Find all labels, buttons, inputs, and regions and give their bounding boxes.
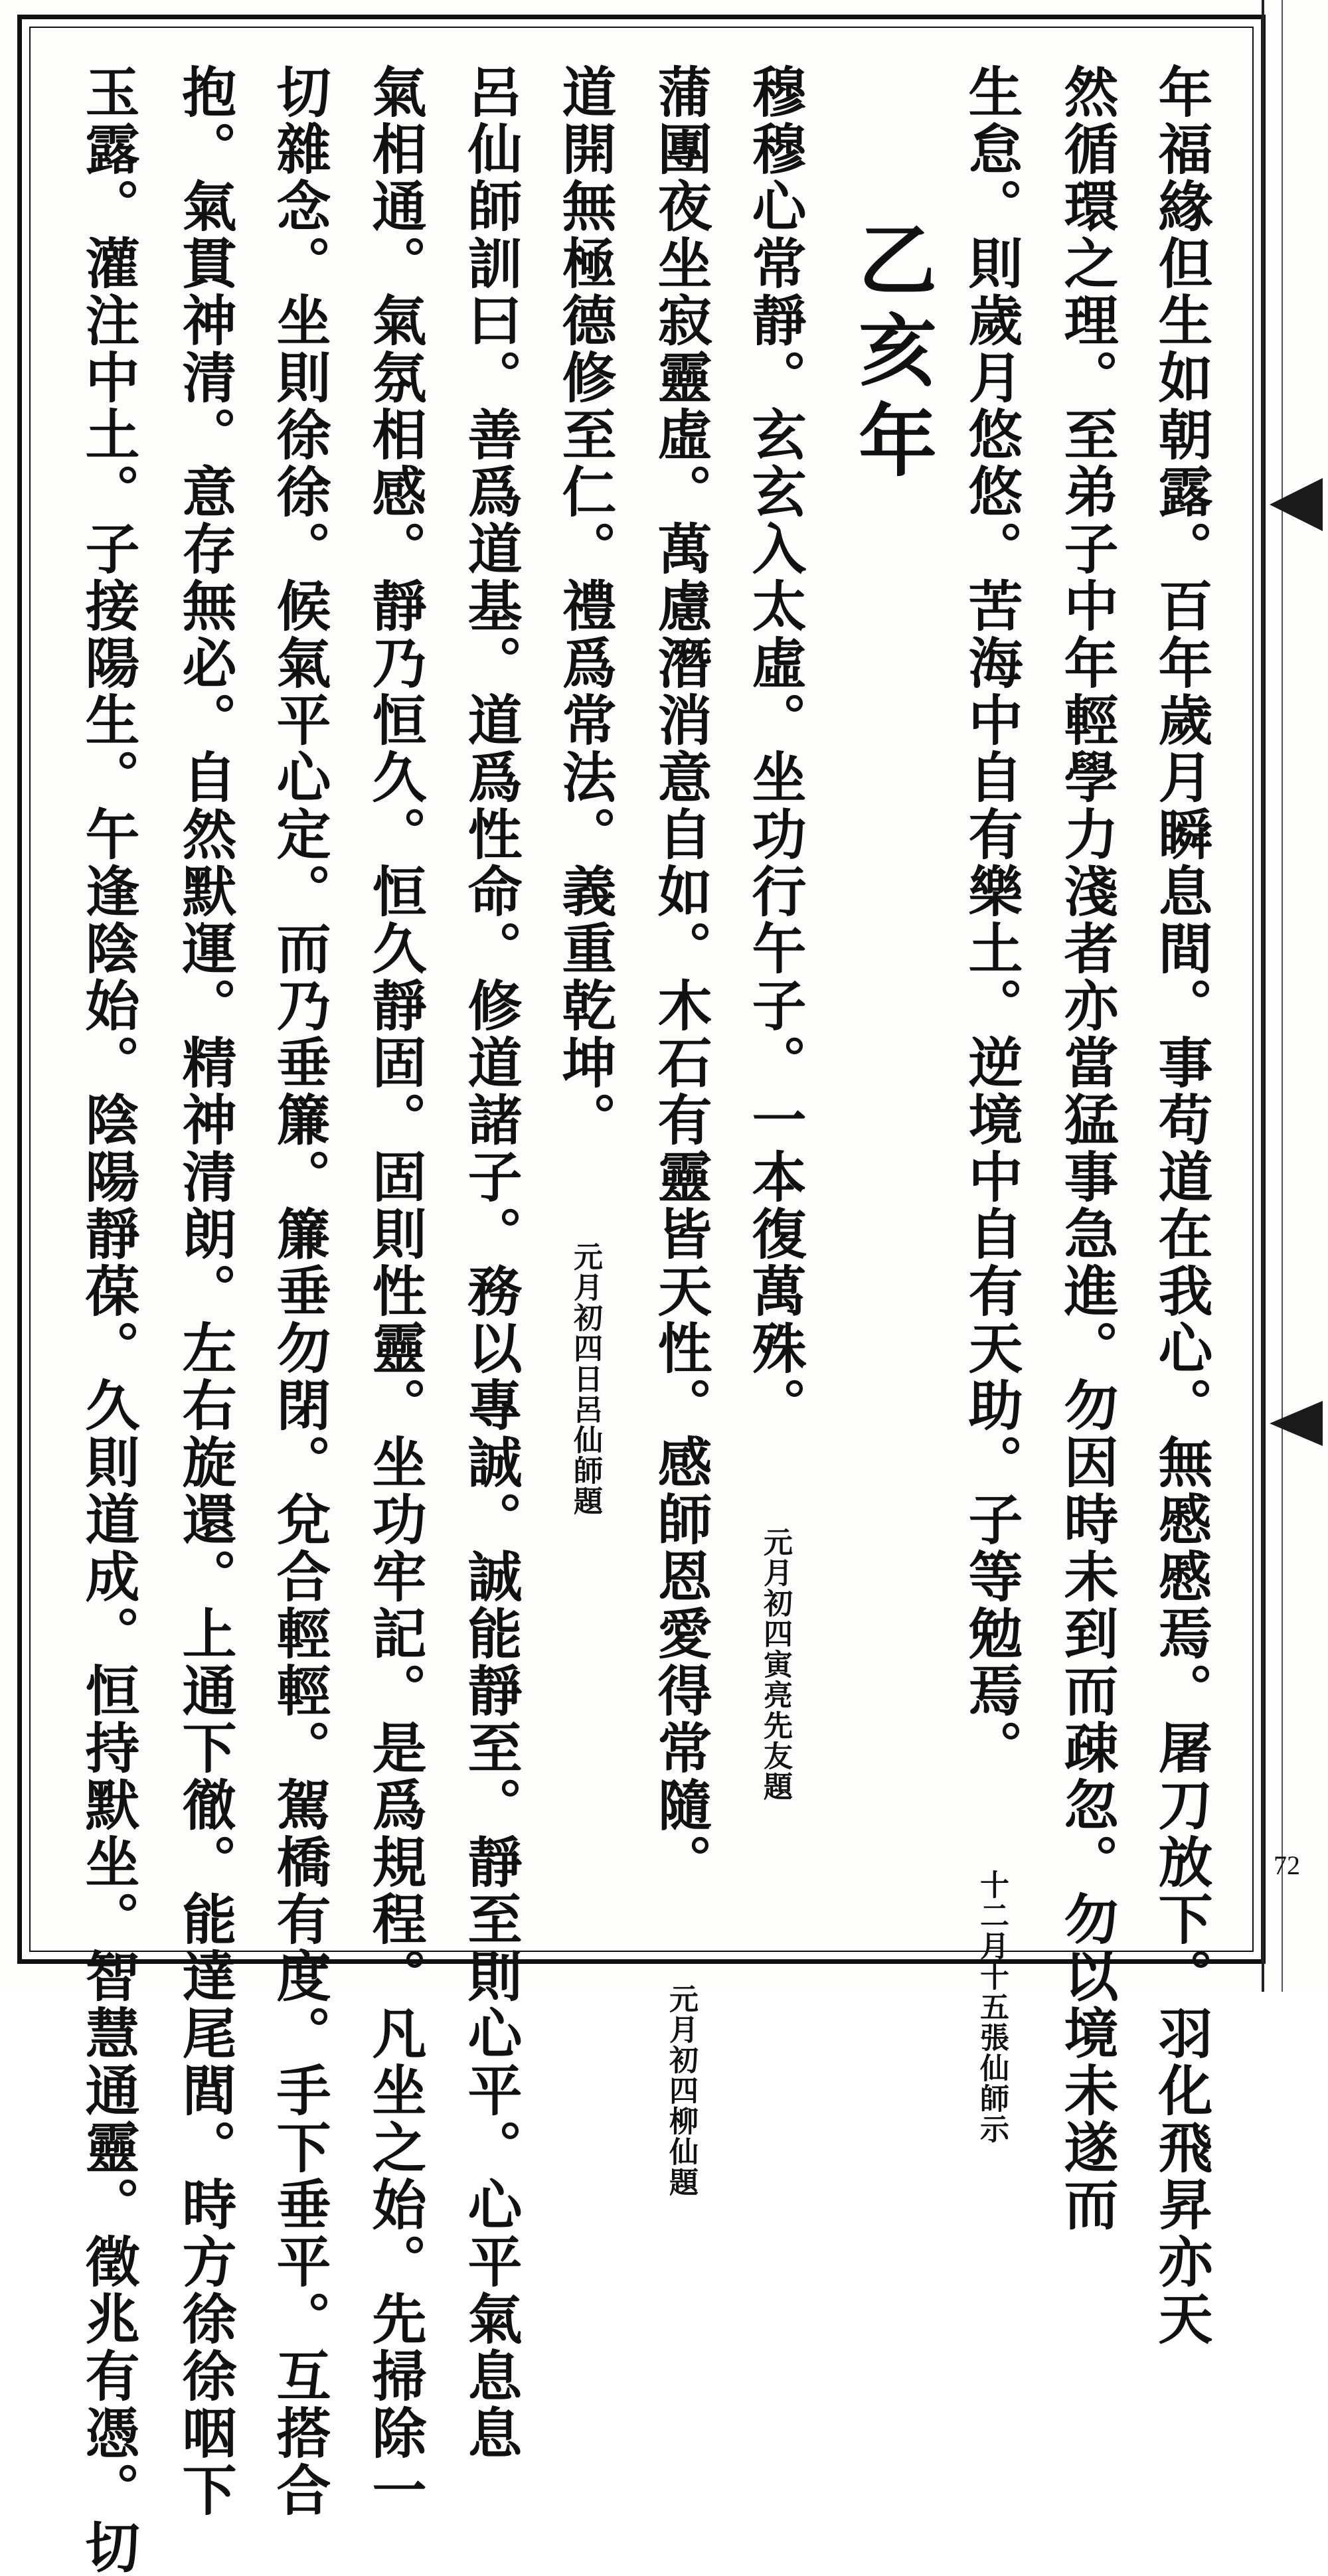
text-column [548,64,622,1516]
column-text: 然循環之理。至弟子中年輕學力淺者亦當猛事急進。勿因時未到而疎忽。勿以境未遂而 [1055,64,1119,2233]
column-text: 年福緣但生如朝露。百年歲月瞬息間。事苟道在我心。無慼慼焉。屠刀放下。羽化飛昇亦天 [1149,64,1213,2348]
column-text: 氣相通。氣氛相感。靜乃恒久。恒久靜固。固則性靈。坐功牢記。是爲規程。凡坐之始。先掃除一 [363,64,427,2519]
signature: 元月初四柳仙題 [664,1984,698,2198]
section-heading: 乙亥年 [845,219,938,490]
column-text: 蒲團夜坐寂靈虛。萬慮潛消意自如。木石有靈皆天性。感師恩愛得常隨。 [649,64,712,1891]
signature: 十二月十五張仙師示 [975,1870,1009,2144]
text-column [1050,64,1123,2233]
text-column [644,64,717,2198]
text-column [738,64,811,1802]
column-text: 玉露。灌注中土。子接陽生。午逢陰始。陰陽靜葆。久則道成。恒持默坐。智慧通靈。徵兆有憑。切 [76,64,140,2576]
text-column [359,64,432,2519]
text-column [169,64,242,2519]
column-text: 呂仙師訓曰。善爲道基。道爲性命。修道諸子。務以專誠。誠能靜至。靜至則心平。心平氣息息 [459,64,523,2462]
signature: 元月初四日呂仙師題 [568,1242,602,1516]
index-tab-marker [1270,1401,1323,1446]
column-text: 切雜念。坐則徐徐。候氣平心定。而乃垂簾。簾垂勿閉。兌合輕輕。駕橋有度。手下垂平。互搭合 [268,64,331,2519]
text-column [72,64,145,2576]
column-text: 生怠。則歲月悠悠。苦海中自有樂土。逆境中自有天助。子等勉焉。 [959,64,1023,1777]
signature: 元月初四寅亮先友題 [758,1527,792,1802]
binding-rule [1262,0,1264,1992]
binding-rule-thin [1282,0,1283,1992]
page-number: 72 [1274,1850,1300,1880]
index-tab-marker [1270,478,1323,531]
text-column [263,64,336,2519]
column-text: 抱。氣貫神清。意存無必。自然默運。精神清朗。左右旋還。上通下徹。能達尾閭。時方徐徐咽下 [173,64,237,2519]
column-text: 道開無極德修至仁。禮爲常法。義重乾坤。 [553,64,617,1149]
text-column [454,64,527,2462]
text-column [955,64,1028,2144]
column-text: 穆穆心常靜。玄玄入太虛。坐功行午子。一本復萬殊。 [743,64,807,1434]
text-column [1145,64,1218,2348]
